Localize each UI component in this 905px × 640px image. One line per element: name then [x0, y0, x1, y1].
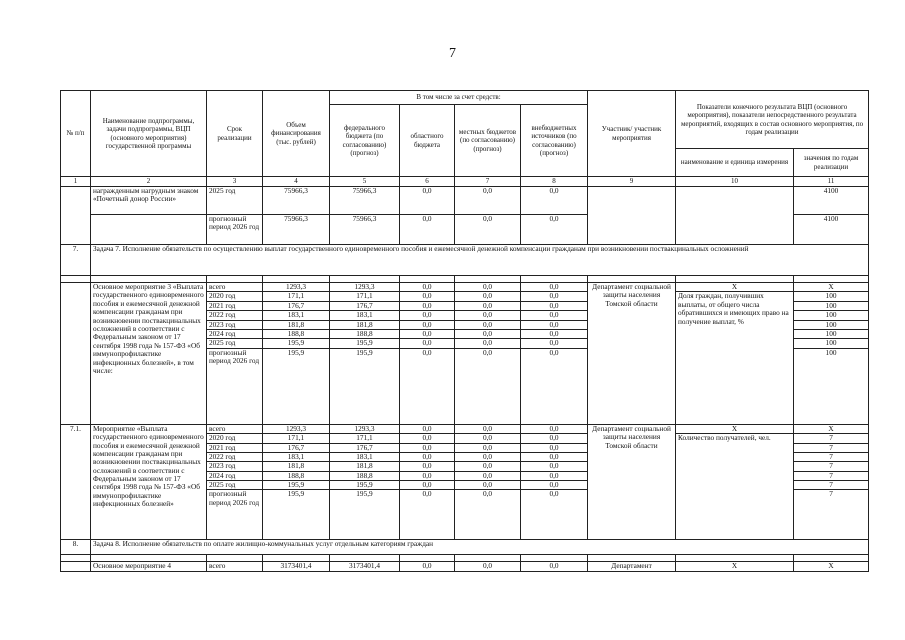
row-value: 7 — [794, 434, 869, 443]
header-name: Наименование подпрограммы, задачи подпрограммы, ВЦП (основного мероприятия) государственной программы — [91, 91, 207, 177]
table-body — [61, 187, 869, 572]
row-local: 0,0 — [455, 443, 521, 452]
index-cell: 8 — [521, 177, 588, 187]
row-period: прогнозный период 2026 год — [207, 215, 263, 245]
task-row — [61, 245, 869, 276]
row-local: 0,0 — [455, 311, 521, 320]
row-num — [61, 187, 91, 245]
index-cell: 3 — [207, 177, 263, 187]
task-num: 7. — [61, 245, 91, 276]
row-total: 171,1 — [263, 292, 330, 301]
row-local: 0,0 — [455, 292, 521, 301]
row-local: 0,0 — [455, 562, 521, 571]
header-sources-group: В том числе за счет средств: — [330, 91, 588, 105]
row-value: 4100 — [794, 215, 869, 245]
table-row — [61, 424, 869, 433]
row-regional: 0,0 — [400, 462, 455, 471]
header-local: местных бюджетов (по согласованию) (прогноз) — [455, 105, 521, 177]
row-period: 2022 год — [207, 452, 263, 461]
row-local: 0,0 — [455, 187, 521, 215]
row-extrabudget: 0,0 — [521, 187, 588, 215]
task-num: 8. — [61, 540, 91, 555]
row-extrabudget: 0,0 — [521, 490, 588, 540]
row-extrabudget: 0,0 — [521, 471, 588, 480]
row-value: 100 — [794, 301, 869, 310]
row-total: 195,9 — [263, 348, 330, 424]
row-federal: 195,9 — [330, 481, 400, 490]
index-cell: 1 — [61, 177, 91, 187]
spacer-row — [61, 555, 869, 562]
row-period: 2021 год — [207, 443, 263, 452]
row-period: 2023 год — [207, 462, 263, 471]
row-value: 100 — [794, 292, 869, 301]
row-regional: 0,0 — [400, 481, 455, 490]
row-total: 183,1 — [263, 311, 330, 320]
row-regional: 0,0 — [400, 292, 455, 301]
row-total: 75966,3 — [263, 187, 330, 215]
row-extrabudget: 0,0 — [521, 424, 588, 433]
row-indicator-total: Х — [676, 424, 794, 433]
row-period: 2025 год — [207, 339, 263, 348]
row-local: 0,0 — [455, 283, 521, 292]
row-extrabudget: 0,0 — [521, 329, 588, 338]
column-index-row — [61, 177, 869, 187]
row-extrabudget: 0,0 — [521, 434, 588, 443]
row-local: 0,0 — [455, 481, 521, 490]
row-federal: 75966,3 — [330, 215, 400, 245]
row-local: 0,0 — [455, 301, 521, 310]
row-local: 0,0 — [455, 339, 521, 348]
index-cell: 10 — [676, 177, 794, 187]
row-period: 2022 год — [207, 311, 263, 320]
row-extrabudget: 0,0 — [521, 481, 588, 490]
row-value: 7 — [794, 481, 869, 490]
row-period: всего — [207, 562, 263, 571]
header-extrabudget: внебюджетных источников (по согласованию) (прогноз) — [521, 105, 588, 177]
row-extrabudget: 0,0 — [521, 215, 588, 245]
row-federal: 171,1 — [330, 434, 400, 443]
row-total: 181,8 — [263, 462, 330, 471]
row-value: Х — [794, 424, 869, 433]
header-regional: областного бюджета — [400, 105, 455, 177]
row-extrabudget: 0,0 — [521, 311, 588, 320]
row-local: 0,0 — [455, 424, 521, 433]
row-regional: 0,0 — [400, 562, 455, 571]
row-total: 176,7 — [263, 443, 330, 452]
index-cell: 5 — [330, 177, 400, 187]
row-period: всего — [207, 424, 263, 433]
row-total: 75966,3 — [263, 215, 330, 245]
spacer-row — [61, 276, 869, 283]
row-federal: 188,8 — [330, 471, 400, 480]
program-table — [60, 90, 869, 572]
row-regional: 0,0 — [400, 471, 455, 480]
row-value: 100 — [794, 311, 869, 320]
row-period: 2025 год — [207, 187, 263, 215]
row-value: 7 — [794, 490, 869, 540]
row-regional: 0,0 — [400, 348, 455, 424]
row-name: награжденным нагрудным знаком «Почетный донор России» — [91, 187, 207, 215]
row-period: всего — [207, 283, 263, 292]
row-extrabudget: 0,0 — [521, 301, 588, 310]
row-total: 1293,3 — [263, 283, 330, 292]
row-local: 0,0 — [455, 462, 521, 471]
row-federal: 171,1 — [330, 292, 400, 301]
row-participant — [588, 187, 676, 245]
row-federal: 181,8 — [330, 320, 400, 329]
row-local: 0,0 — [455, 215, 521, 245]
row-regional: 0,0 — [400, 187, 455, 215]
row-indicator: Количество получателей, чел. — [676, 434, 794, 540]
row-total: 176,7 — [263, 301, 330, 310]
row-federal: 75966,3 — [330, 187, 400, 215]
row-federal: 188,8 — [330, 329, 400, 338]
row-num — [61, 562, 91, 571]
row-local: 0,0 — [455, 320, 521, 329]
row-federal: 195,9 — [330, 490, 400, 540]
row-federal: 195,9 — [330, 348, 400, 424]
row-num — [61, 283, 91, 425]
index-cell: 9 — [588, 177, 676, 187]
table-row — [61, 562, 869, 571]
row-value: 100 — [794, 348, 869, 424]
row-indicator: Доля граждан, получивших выплаты, от общего числа обратившихся и имеющих право на получение выплат, % — [676, 292, 794, 424]
index-cell: 7 — [455, 177, 521, 187]
task-text: Задача 7. Исполнение обязательств по осуществлению выплат государственного единовременного пособия и ежемесячной денежной компенсации гражданам при возникновении поствакцинальных осложнений — [91, 245, 869, 276]
row-participant: Департамент социальной защиты населения Томской области — [588, 283, 676, 425]
row-federal: 3173401,4 — [330, 562, 400, 571]
row-period: 2024 год — [207, 329, 263, 338]
index-cell: 4 — [263, 177, 330, 187]
row-extrabudget: 0,0 — [521, 348, 588, 424]
row-participant: Департамент социальной защиты населения Томской области — [588, 424, 676, 540]
table-header — [61, 91, 869, 187]
row-regional: 0,0 — [400, 443, 455, 452]
row-regional: 0,0 — [400, 329, 455, 338]
row-regional: 0,0 — [400, 424, 455, 433]
row-participant: Департамент — [588, 562, 676, 571]
index-cell: 11 — [794, 177, 869, 187]
row-regional: 0,0 — [400, 311, 455, 320]
row-period: 2024 год — [207, 471, 263, 480]
row-total: 188,8 — [263, 471, 330, 480]
row-indicator — [676, 187, 794, 245]
row-name: Мероприятие «Выплата государственного единовременного пособия и ежемесячной денежной компенсации гражданам при возникновении поствакцинальных осложнений в соответствии с Федеральным законом от 17 сентября 1998 года № 157-ФЗ «Об иммунопрофилактике инфекционных болезней» — [91, 424, 207, 540]
header-indicator-name: наименование и единица измерения — [676, 149, 794, 177]
row-name: Основное мероприятие 3 «Выплата государственного единовременного пособия и ежемесячной денежной компенсации гражданам при возникновении поствакцинальных осложнений в соответствии с Федеральным законом от 17 сентября 1998 года № 157-ФЗ «Об иммунопрофилактике инфекционных болезней», в том числе: — [91, 283, 207, 425]
row-value: 100 — [794, 320, 869, 329]
header-period: Срок реализации — [207, 91, 263, 177]
row-federal: 176,7 — [330, 301, 400, 310]
row-total: 1293,3 — [263, 424, 330, 433]
table-row — [61, 187, 869, 215]
row-federal: 181,8 — [330, 462, 400, 471]
task-text: Задача 8. Исполнение обязательств по оплате жилищно-коммунальных услуг отдельным категориям граждан — [91, 540, 869, 555]
page-number: 7 — [449, 46, 456, 61]
row-local: 0,0 — [455, 490, 521, 540]
row-federal: 195,9 — [330, 339, 400, 348]
row-name: Основное мероприятие 4 — [91, 562, 207, 571]
row-indicator: Х — [676, 562, 794, 571]
row-period: 2021 год — [207, 301, 263, 310]
row-total: 195,9 — [263, 481, 330, 490]
row-period: прогнозный период 2026 год — [207, 490, 263, 540]
header-indicator-values: значения по годам реализации — [794, 149, 869, 177]
row-extrabudget: 0,0 — [521, 339, 588, 348]
row-extrabudget: 0,0 — [521, 443, 588, 452]
row-regional: 0,0 — [400, 301, 455, 310]
row-total: 171,1 — [263, 434, 330, 443]
task-row — [61, 540, 869, 555]
header-federal: федерального бюджета (по согласованию) (прогноз) — [330, 105, 400, 177]
row-local: 0,0 — [455, 348, 521, 424]
index-cell: 2 — [91, 177, 207, 187]
row-name — [91, 215, 207, 245]
row-extrabudget: 0,0 — [521, 292, 588, 301]
row-extrabudget: 0,0 — [521, 320, 588, 329]
index-cell: 6 — [400, 177, 455, 187]
row-extrabudget: 0,0 — [521, 562, 588, 571]
row-federal: 176,7 — [330, 443, 400, 452]
row-period: 2023 год — [207, 320, 263, 329]
row-federal: 1293,3 — [330, 424, 400, 433]
row-total: 188,8 — [263, 329, 330, 338]
row-total: 3173401,4 — [263, 562, 330, 571]
row-value: 7 — [794, 471, 869, 480]
row-value: 7 — [794, 452, 869, 461]
row-regional: 0,0 — [400, 215, 455, 245]
row-regional: 0,0 — [400, 283, 455, 292]
row-value: Х — [794, 562, 869, 571]
row-period: прогнозный период 2026 год — [207, 348, 263, 424]
row-extrabudget: 0,0 — [521, 462, 588, 471]
row-local: 0,0 — [455, 471, 521, 480]
row-total: 195,9 — [263, 339, 330, 348]
header-participant: Участник/ участник мероприятия — [588, 91, 676, 177]
row-federal: 1293,3 — [330, 283, 400, 292]
row-total: 195,9 — [263, 490, 330, 540]
row-num: 7.1. — [61, 424, 91, 540]
row-indicator-total: Х — [676, 283, 794, 292]
row-regional: 0,0 — [400, 339, 455, 348]
row-value: 100 — [794, 339, 869, 348]
row-extrabudget: 0,0 — [521, 283, 588, 292]
row-extrabudget: 0,0 — [521, 452, 588, 461]
row-federal: 183,1 — [330, 311, 400, 320]
row-regional: 0,0 — [400, 452, 455, 461]
row-total: 183,1 — [263, 452, 330, 461]
row-regional: 0,0 — [400, 320, 455, 329]
row-value: Х — [794, 283, 869, 292]
row-regional: 0,0 — [400, 434, 455, 443]
header-total: Объем финансирования (тыс. рублей) — [263, 91, 330, 177]
row-period: 2020 год — [207, 434, 263, 443]
row-regional: 0,0 — [400, 490, 455, 540]
row-total: 181,8 — [263, 320, 330, 329]
row-federal: 183,1 — [330, 452, 400, 461]
row-local: 0,0 — [455, 329, 521, 338]
row-value: 100 — [794, 329, 869, 338]
header-num: № п/п — [61, 91, 91, 177]
table-row — [61, 283, 869, 292]
row-value: 4100 — [794, 187, 869, 215]
header-indicators-group: Показатели конечного результата ВЦП (основного мероприятия), показатели непосредственного результата мероприятий, входящих в состав основного мероприятия, по годам реализации — [676, 91, 869, 149]
row-period: 2020 год — [207, 292, 263, 301]
row-value: 7 — [794, 443, 869, 452]
row-value: 7 — [794, 462, 869, 471]
row-local: 0,0 — [455, 434, 521, 443]
row-local: 0,0 — [455, 452, 521, 461]
row-period: 2025 год — [207, 481, 263, 490]
